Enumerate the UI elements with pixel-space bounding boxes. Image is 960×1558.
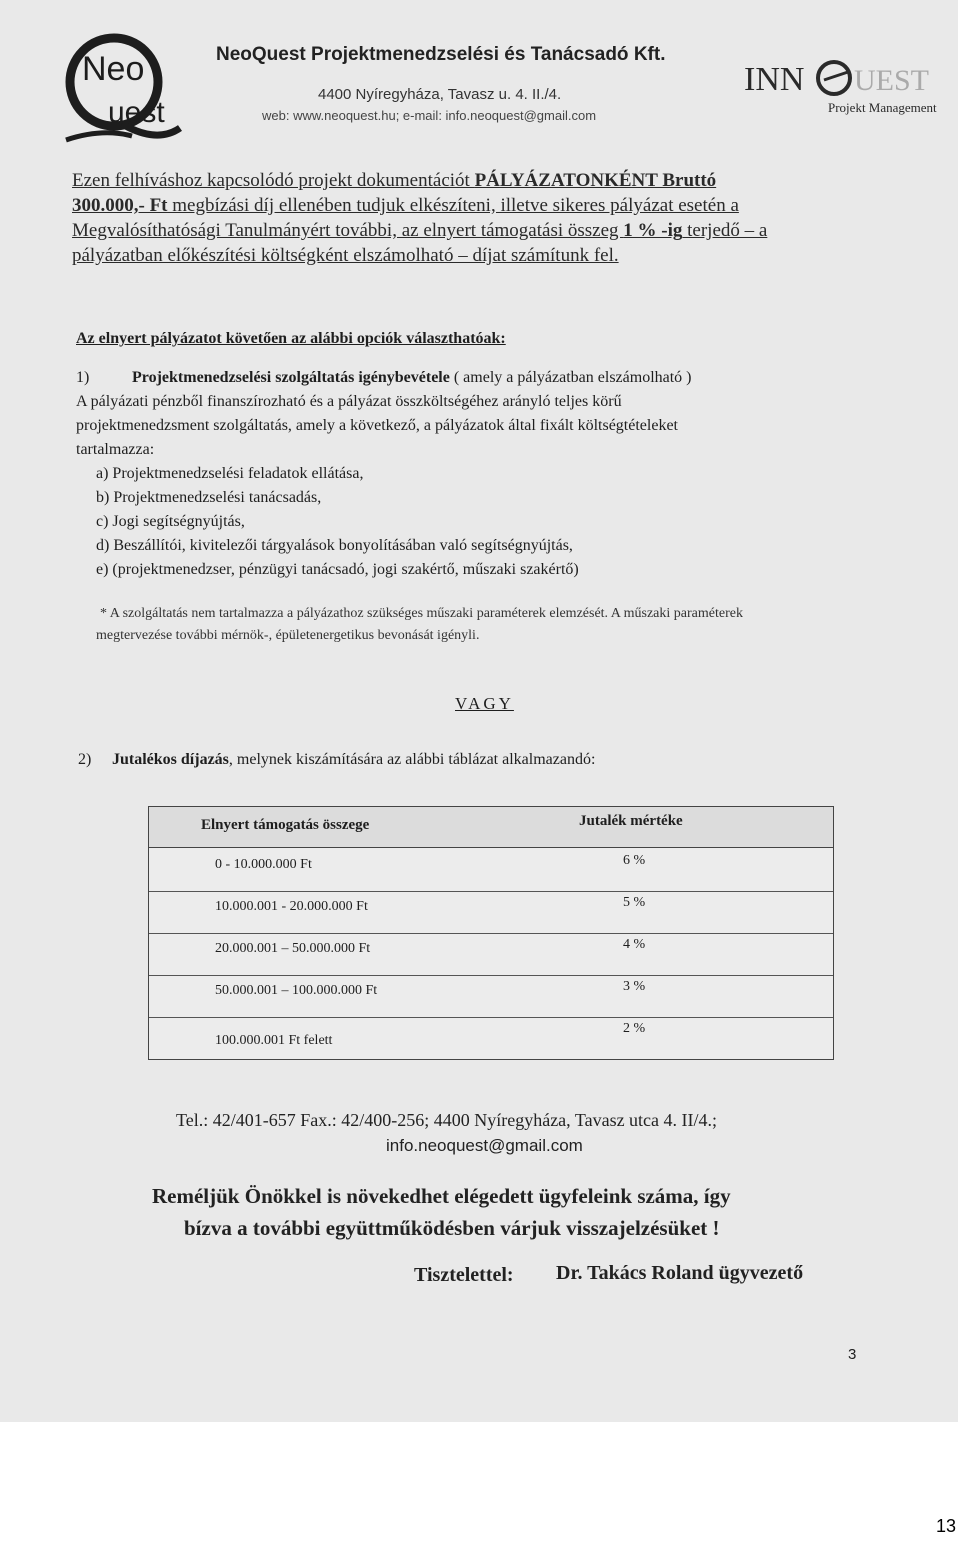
table-cell-amount: 10.000.001 - 20.000.000 Ft	[215, 899, 368, 914]
closing-line-2: bízva a további együttműködésben várjuk visszajelzésüket !	[184, 1216, 720, 1240]
option-1-title: Projektmenedzselési szolgáltatás igénybevétele	[132, 369, 450, 386]
closing-line-1: Reméljük Önökkel is növekedhet elégedett ügyfeleink száma, így	[152, 1184, 731, 1208]
intro-line-3	[72, 220, 852, 243]
footnote-line-1: * A szolgáltatás nem tartalmazza a pályázathoz szükséges műszaki paraméterek elemzését. A műszaki paraméterek	[100, 606, 743, 621]
contact-email: info.neoquest@gmail.com	[386, 1136, 583, 1155]
table-cell-rate: 3 %	[623, 979, 646, 994]
table-cell-amount: 100.000.001 Ft felett	[215, 1033, 333, 1048]
list-item: d) Beszállítói, kivitelezői tárgyalások bonyolításában való segítségnyújtás,	[96, 537, 573, 554]
signoff-name: Dr. Takács Roland ügyvezető	[556, 1262, 804, 1284]
table-header-row	[149, 807, 833, 848]
option-1-desc-line-3: tartalmazza:	[76, 441, 155, 458]
option-2-number: 2)	[78, 751, 92, 768]
table-cell-rate: 4 %	[623, 937, 646, 952]
intro-line-4: pályázatban előkészítési költségként elszámolható – díjat számítunk fel.	[72, 245, 619, 266]
intro-line-3-text: Megvalósíthatósági Tanulmányért további, az elnyert támogatási összeg	[72, 220, 624, 241]
svg-text:Neo: Neo	[82, 50, 145, 88]
intro-line-2-text: megbízási díj ellenében tudjuk elkészíteni, illetve sikeres pályázat esetén a	[167, 195, 739, 216]
company-address: 4400 Nyíregyháza, Tavasz u. 4. II./4.	[318, 86, 562, 103]
table-row-divider	[149, 933, 833, 934]
intro-line-1-text: Ezen felhíváshoz kapcsolódó projekt dokumentációt	[72, 170, 475, 191]
company-name: NeoQuest Projektmenedzselési és Tanácsadó Kft.	[216, 44, 666, 65]
option-1-heading	[132, 368, 692, 387]
table-cell-amount: 50.000.001 – 100.000.000 Ft	[215, 983, 378, 998]
table-row-divider	[149, 975, 833, 976]
or-separator: VAGY	[455, 694, 514, 713]
table-cell-amount: 20.000.001 – 50.000.000 Ft	[215, 941, 371, 956]
contact-line: Tel.: 42/401-657 Fax.: 42/400-256; 4400 Nyíregyháza, Tavasz utca 4. II/4.;	[176, 1110, 718, 1130]
list-item: e) (projektmenedzser, pénzügyi tanácsadó, jogi szakértő, műszaki szakértő)	[96, 561, 579, 578]
table-header-rate: Jutalék mértéke	[579, 813, 683, 829]
option-2-note: , melynek kiszámítására az alábbi táblázat alkalmazandó:	[228, 751, 596, 768]
list-item: b) Projektmenedzselési tanácsadás,	[96, 489, 322, 506]
innquest-logo	[740, 50, 940, 120]
table-row-divider	[149, 891, 833, 892]
table-cell-rate: 5 %	[623, 895, 646, 910]
option-1-number: 1)	[76, 369, 90, 386]
table-cell-rate: 6 %	[623, 853, 646, 868]
list-item: a) Projektmenedzselési feladatok ellátása,	[96, 465, 364, 482]
footnote-line-2: megtervezése további mérnök-, épületenergetikus bevonását igényli.	[96, 628, 480, 643]
signoff-label: Tisztelettel:	[414, 1264, 514, 1286]
intro-line-1	[72, 170, 852, 193]
option-2-heading	[112, 750, 595, 769]
svg-text:INN: INN	[744, 61, 805, 98]
table-cell-rate: 2 %	[623, 1021, 646, 1036]
options-title: Az elnyert pályázatot követően az alábbi opciók választhatóak:	[76, 330, 506, 347]
inner-page-number: 3	[848, 1346, 857, 1363]
intro-line-2	[72, 195, 852, 218]
svg-text:uest: uest	[108, 96, 165, 129]
svg-text:UEST: UEST	[854, 64, 929, 97]
option-1-note: ( amely a pályázatban elszámolható )	[449, 369, 692, 386]
neoquest-logo	[62, 32, 186, 150]
option-1-desc-line-1: A pályázati pénzből finanszírozható és a pályázat összköltségéhez arányló teljes körű	[76, 393, 622, 410]
company-web: web: www.neoquest.hu; e-mail: info.neoquest@gmail.com	[262, 108, 597, 123]
intro-fee: 300.000,- Ft	[72, 195, 168, 216]
intro-line-3-end: terjedő – a	[682, 220, 768, 241]
table-row-divider	[149, 1017, 833, 1018]
table-cell-amount: 0 - 10.000.000 Ft	[215, 857, 312, 872]
page-number: 13	[936, 1516, 957, 1536]
table-header-amount: Elnyert támogatás összege	[201, 817, 370, 833]
list-item: c) Jogi segítségnyújtás,	[96, 513, 245, 530]
intro-per-application: PÁLYÁZATONKÉNT Bruttó	[474, 170, 717, 191]
svg-text:Projekt Management: Projekt Management	[828, 100, 937, 115]
commission-table	[148, 806, 834, 1060]
option-1-desc-line-2: projektmenedzsment szolgáltatás, amely a következő, a pályázatok által fixált költségtételeket	[76, 417, 678, 434]
option-2-title: Jutalékos díjazás	[112, 751, 229, 768]
intro-percent: 1 % -ig	[623, 220, 683, 241]
